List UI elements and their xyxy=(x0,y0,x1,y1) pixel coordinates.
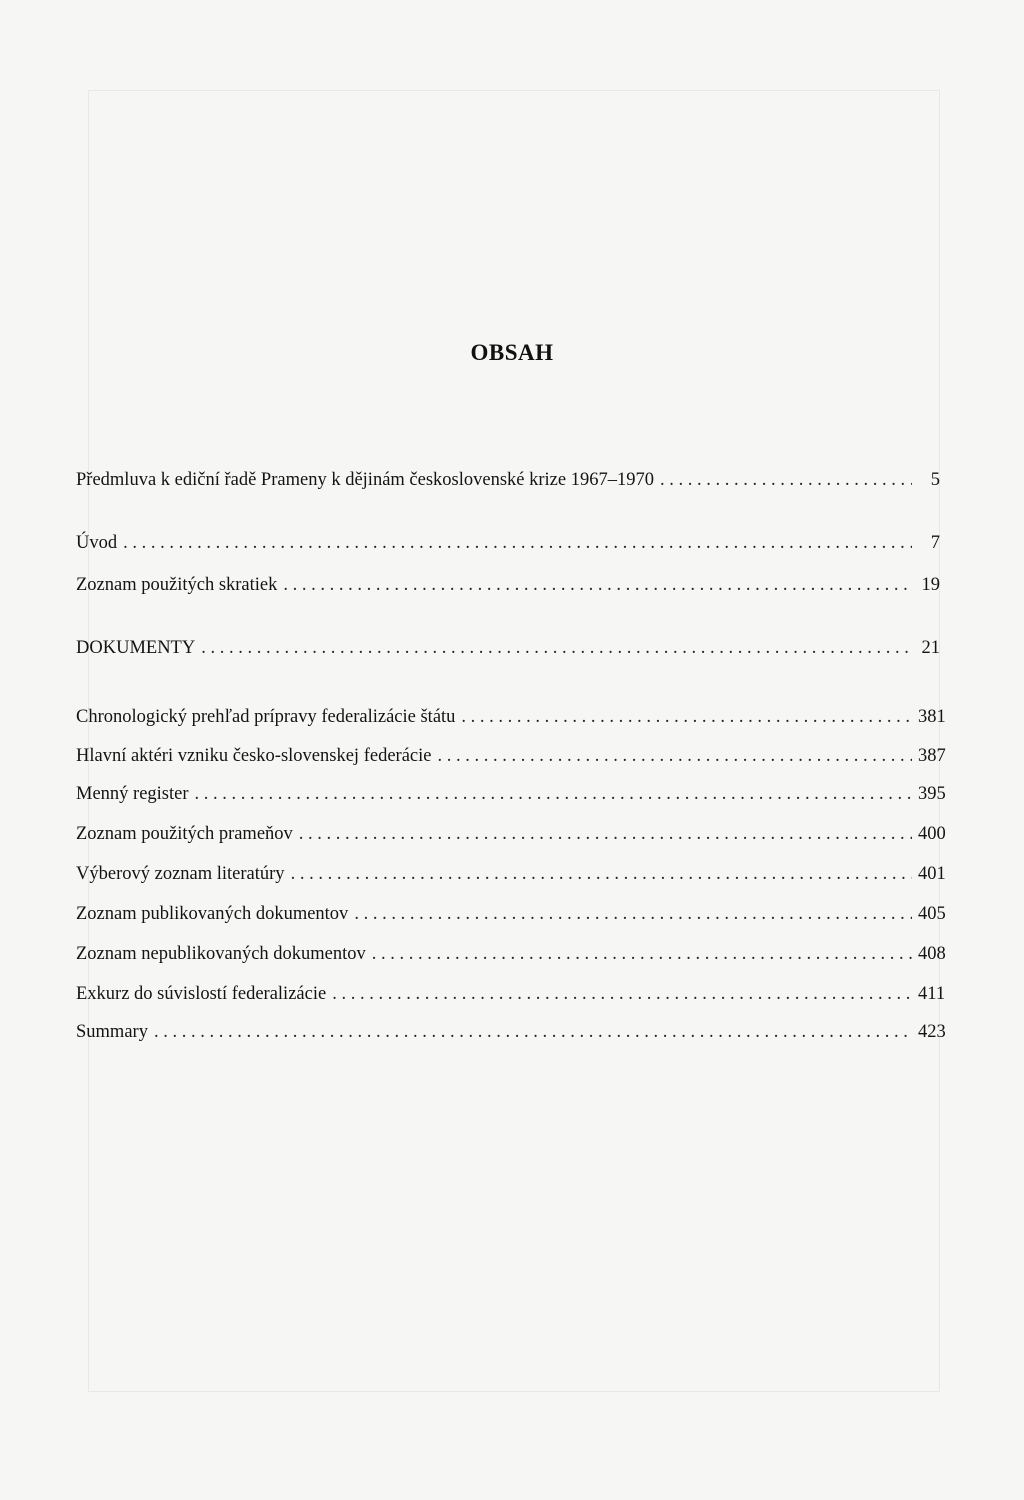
toc-entry-page: 21 xyxy=(921,638,940,658)
toc-entry xyxy=(76,1018,946,1046)
toc-entry-page: 5 xyxy=(930,470,940,490)
toc-entry-title: Exkurz do súvislostí federalizácie xyxy=(76,984,327,1004)
toc-entry-page: 411 xyxy=(918,984,946,1004)
page-border xyxy=(88,90,946,1392)
toc-entry-title: Výberový zoznam literatúry xyxy=(76,864,285,884)
toc-entry-page: 19 xyxy=(921,575,940,595)
toc-leader-dots xyxy=(154,1018,912,1046)
toc-entry-title: Zoznam nepublikovaných dokumentov xyxy=(76,944,366,964)
toc-leader-dots xyxy=(437,742,912,770)
toc-entry xyxy=(76,940,946,968)
page-title: OBSAH xyxy=(470,340,554,365)
toc-entry-page: 387 xyxy=(918,746,946,766)
toc-entry-title: Hlavní aktéri vzniku česko-slovenskej federácie xyxy=(76,746,432,766)
toc-entry-title: Summary xyxy=(76,1022,148,1042)
toc-leader-dots xyxy=(195,780,912,808)
toc-entry xyxy=(76,466,940,494)
toc-leader-dots xyxy=(461,703,912,731)
toc-entry xyxy=(76,703,946,731)
toc-entry-title: Zoznam použitých skratiek xyxy=(76,575,278,595)
toc-leader-dots xyxy=(291,860,912,888)
toc-entry xyxy=(76,820,946,848)
toc-leader-dots xyxy=(123,529,912,557)
toc-entry-page: 7 xyxy=(930,533,940,553)
toc-leader-dots xyxy=(201,634,912,662)
toc-entry-title: DOKUMENTY xyxy=(76,638,196,658)
toc-entry xyxy=(76,780,946,808)
toc-entry-title: Zoznam použitých prameňov xyxy=(76,824,293,844)
toc-entry xyxy=(76,634,940,662)
toc-leader-dots xyxy=(354,900,912,928)
toc-leader-dots xyxy=(299,820,912,848)
toc-entry-page: 401 xyxy=(918,864,946,884)
toc-entry-page: 400 xyxy=(918,824,946,844)
toc-entry xyxy=(76,860,946,888)
toc-entry-title: Úvod xyxy=(76,533,118,553)
toc-entry xyxy=(76,900,946,928)
toc-entry-title: Zoznam publikovaných dokumentov xyxy=(76,904,349,924)
toc-entry xyxy=(76,742,946,770)
toc-entry-title: Předmluva k ediční řadě Prameny k dějinám československé krize 1967–1970 xyxy=(76,470,654,490)
toc-entry-page: 405 xyxy=(918,904,946,924)
toc-leader-dots xyxy=(660,466,912,494)
toc-leader-dots xyxy=(332,980,912,1008)
toc-entry-page: 395 xyxy=(918,784,946,804)
toc-entry xyxy=(76,980,946,1008)
toc-entry-title: Menný register xyxy=(76,784,189,804)
toc-entry xyxy=(76,529,940,557)
toc-entry-page: 423 xyxy=(918,1022,946,1042)
toc-entry xyxy=(76,571,940,599)
toc-leader-dots xyxy=(283,571,912,599)
toc-entry-page: 408 xyxy=(918,944,946,964)
toc-entry-page: 381 xyxy=(918,707,946,727)
toc-leader-dots xyxy=(372,940,912,968)
toc-entry-title: Chronologický prehľad prípravy federalizácie štátu xyxy=(76,707,456,727)
